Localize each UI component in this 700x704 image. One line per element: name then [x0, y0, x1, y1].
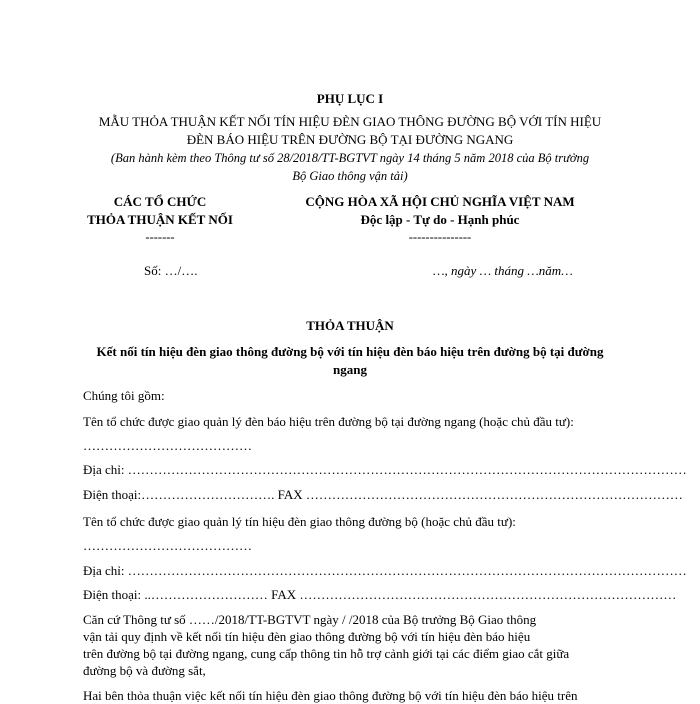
nation-header: CỘNG HÒA XÃ HỘI CHỦ NGHĨA VIỆT NAM	[305, 194, 575, 209]
nation-motto: Độc lập - Tự do - Hạnh phúc	[360, 212, 520, 227]
org1-address-field: Địa chỉ: …………………………………………………………………………………………………………………	[83, 462, 687, 477]
issued-note-line-1: (Ban hành kèm theo Thông tư số 28/2018/TT-BGTVT ngày 14 tháng 5 năm 2018 của Bộ trưởng	[110, 151, 590, 165]
org-header-line-2: THỎA THUẬN KẾT NỐI	[87, 212, 233, 227]
agreement-subtitle-line-1: Kết nối tín hiệu đèn giao thông đường bộ với tín hiệu đèn báo hiệu trên đường bộ tại đường	[96, 344, 604, 359]
org2-label: Tên tổ chức được giao quản lý tín hiệu đèn giao thông đường bộ (hoặc chủ đầu tư):	[83, 514, 516, 529]
org2-name-field: …………………………………	[83, 538, 252, 553]
org-header-rule: -------	[145, 230, 175, 244]
agreement-subtitle-line-2: ngang	[333, 362, 367, 377]
document-date: …, ngày … tháng …năm…	[433, 263, 573, 278]
basis-line-2: vận tải quy định về kết nối tín hiệu đèn giao thông đường bộ với tín hiệu đèn báo hiệu	[83, 629, 531, 644]
org-header-line-1: CÁC TỔ CHỨC	[113, 194, 207, 209]
agreement-line: Hai bên thỏa thuận việc kết nối tín hiệu đèn giao thông đường bộ với tín hiệu đèn báo hiệu trên	[83, 688, 578, 703]
agreement-title: THỎA THUẬN	[306, 318, 394, 333]
document-number: Số: …/….	[144, 263, 198, 278]
issued-note-line-2: Bộ Giao thông vận tải)	[292, 169, 408, 183]
org2-address-field: Địa chỉ: …………………………………………………………………………………………………………………	[83, 563, 687, 578]
org1-label: Tên tổ chức được giao quản lý đèn báo hiệu trên đường bộ tại đường ngang (hoặc chủ đầu tư):	[83, 414, 574, 429]
org2-phone-field: Điện thoại: ..……………………… FAX ……………………………………………………………………………	[83, 587, 677, 602]
nation-rule: ---------------	[408, 230, 472, 244]
org1-name-field: …………………………………	[83, 438, 252, 453]
intro-text: Chúng tôi gồm:	[83, 388, 165, 403]
basis-line-1: Căn cứ Thông tư số ……/2018/TT-BGTVT ngày / /2018 của Bộ trưởng Bộ Giao thông	[83, 612, 537, 627]
basis-line-3: trên đường bộ tại đường ngang, cung cấp thông tin hỗ trợ cảnh giới tại các điểm giao cắt giữa	[83, 646, 570, 661]
org1-phone-field: Điện thoại:…………………………. FAX ……………………………………………………………………………	[83, 487, 683, 502]
basis-line-4: đường bộ và đường sắt,	[83, 663, 206, 678]
title-line-1: MẪU THỎA THUẬN KẾT NỐI TÍN HIỆU ĐÈN GIAO THÔNG ĐƯỜNG BỘ VỚI TÍN HIỆU	[98, 114, 602, 129]
appendix-heading: PHỤ LỤC I	[316, 91, 384, 106]
title-line-2: ĐÈN BÁO HIỆU TRÊN ĐƯỜNG BỘ TẠI ĐƯỜNG NGANG	[186, 132, 514, 147]
